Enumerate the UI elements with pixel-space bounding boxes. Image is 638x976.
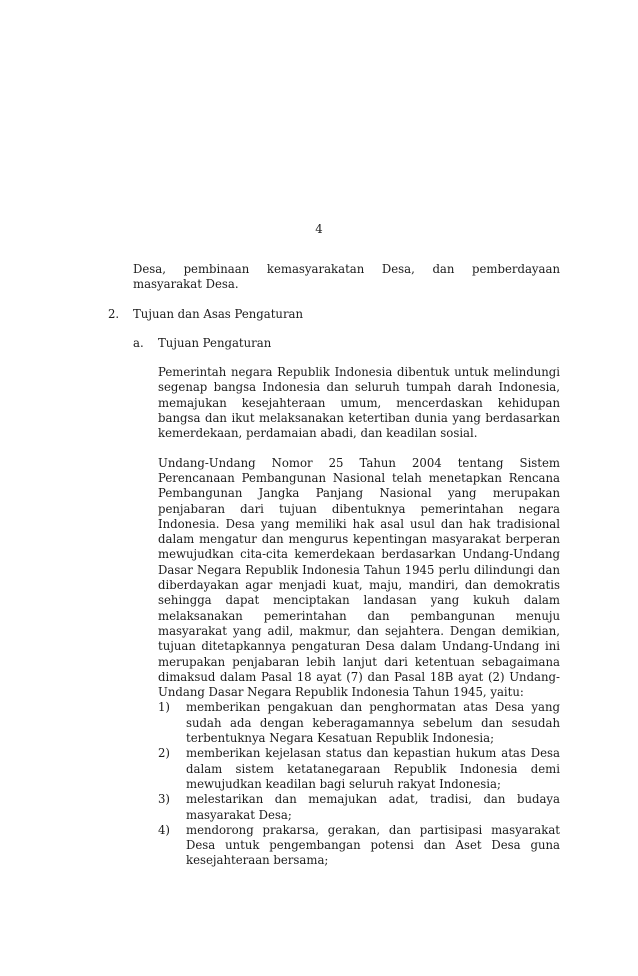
list-item-text: mendorong prakarsa, gerakan, dan partisipasi masyarakat Desa untuk pengembangan potensi dan Aset Desa guna kesejahteraan bersama;	[186, 822, 560, 868]
subsection-heading	[133, 336, 560, 351]
section-heading	[108, 307, 560, 322]
list-item	[158, 823, 560, 869]
document-body	[108, 262, 560, 869]
list-item-number: 4)	[158, 822, 170, 837]
paragraph: Undang-Undang Nomor 25 Tahun 2004 tentang Sistem Perencanaan Pembangunan Nasional telah menetapkan Rencana Pembangunan Jangka Panjang Nasional yang merupakan penjabaran dari tujuan dibentuknya pemerintahan negara Indonesia. Desa yang memiliki hak asal usul dan hak tradisional dalam mengatur dan mengurus kepentingan masyarakat berperan mewujudkan cita-cita kemerdekaan berdasarkan Undang-Undang Dasar Negara Republik Indonesia Tahun 1945 perlu dilindungi dan diberdayakan agar menjadi kuat, maju, mandiri, dan demokratis sehingga dapat menciptakan landasan yang kukuh dalam melaksanakan pemerintahan dan pembangunan menuju masyarakat yang adil, makmur, dan sejahtera. Dengan demikian, tujuan ditetapkannya pengaturan Desa dalam Undang-Undang ini merupakan penjabaran lebih lanjut dari ketentuan sebagaimana dimaksud dalam Pasal 18 ayat (7) dan Pasal 18B ayat (2) Undang-Undang Dasar Negara Republik Indonesia Tahun 1945, yaitu:	[158, 455, 560, 700]
subsection-title: Tujuan Pengaturan	[158, 335, 272, 350]
list-item-number: 2)	[158, 746, 170, 761]
continuation-paragraph: Desa, pembinaan kemasyarakatan Desa, dan pemberdayaan masyarakat Desa.	[133, 262, 560, 292]
list-item-number: 1)	[158, 700, 170, 715]
section-title: Tujuan dan Asas Pengaturan	[133, 306, 304, 321]
list-item	[158, 792, 560, 823]
list-item-text: melestarikan dan memajukan adat, tradisi, dan budaya masyarakat Desa;	[186, 792, 560, 822]
objectives-list	[158, 700, 560, 868]
list-item-number: 3)	[158, 792, 170, 807]
list-item-text: memberikan pengakuan dan penghormatan atas Desa yang sudah ada dengan keberagamannya sebelum dan sesudah terbentuknya Negara Kesatuan Republik Indonesia;	[186, 700, 560, 746]
paragraph: Pemerintah negara Republik Indonesia dibentuk untuk melindungi segenap bangsa Indonesia dan seluruh tumpah darah Indonesia, memajukan kesejahteraan umum, mencerdaskan kehidupan bangsa dan ikut melaksanakan ketertiban dunia yang berdasarkan kemerdekaan, perdamaian abadi, dan keadilan sosial.	[158, 365, 560, 441]
subsection-letter: a.	[133, 335, 144, 350]
list-item	[158, 746, 560, 792]
list-item-text: memberikan kejelasan status dan kepastian hukum atas Desa dalam sistem ketatanegaraan Republik Indonesia demi mewujudkan keadilan bagi seluruh rakyat Indonesia;	[186, 746, 560, 791]
section-number: 2.	[108, 306, 120, 321]
list-item	[158, 700, 560, 746]
page-number: 4	[315, 222, 323, 236]
